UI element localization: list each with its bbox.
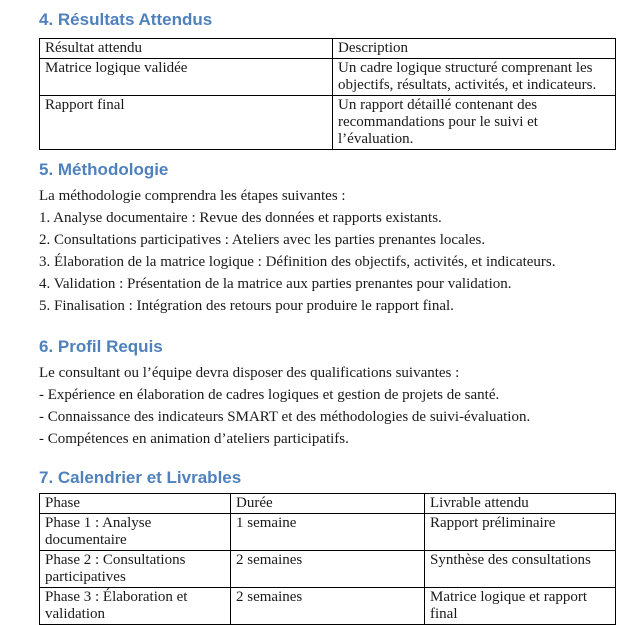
methodology-step: 3. Élaboration de la matrice logique : Définition des objectifs, activités, et indicateurs. bbox=[39, 254, 556, 270]
table-cell-phase: Phase 1 : Analyse documentaire bbox=[40, 514, 231, 551]
table-cell-phase: Phase 2 : Consultations participatives bbox=[40, 551, 231, 588]
calendar-table bbox=[39, 493, 616, 625]
methodology-step: 1. Analyse documentaire : Revue des données et rapports existants. bbox=[39, 210, 442, 226]
profile-item: - Connaissance des indicateurs SMART et des méthodologies de suivi-évaluation. bbox=[39, 409, 531, 425]
methodology-text bbox=[39, 185, 616, 317]
section-title-calendar: 7. Calendrier et Livrables bbox=[39, 468, 242, 487]
table-header-row bbox=[40, 39, 616, 59]
table-cell-livrable: Rapport préliminaire bbox=[425, 514, 616, 551]
profile-item: - Compétences en animation d’ateliers participatifs. bbox=[39, 431, 349, 447]
table-cell-livrable: Matrice logique et rapport final bbox=[425, 588, 616, 625]
profile-text bbox=[39, 362, 616, 450]
column-header-description: Description bbox=[333, 39, 616, 59]
table-cell-phase: Phase 3 : Élaboration et validation bbox=[40, 588, 231, 625]
table-row bbox=[40, 96, 616, 150]
column-header-phase: Phase bbox=[40, 494, 231, 514]
section-title-results: 4. Résultats Attendus bbox=[39, 10, 213, 29]
profile-item: - Expérience en élaboration de cadres logiques et gestion de projets de santé. bbox=[39, 387, 500, 403]
column-header-duree: Durée bbox=[231, 494, 425, 514]
table-cell-duree: 1 semaine bbox=[231, 514, 425, 551]
table-header-row bbox=[40, 494, 616, 514]
table-row bbox=[40, 588, 616, 625]
profile-intro: Le consultant ou l’équipe devra disposer des qualifications suivantes : bbox=[39, 365, 460, 381]
column-header-livrable: Livrable attendu bbox=[425, 494, 616, 514]
table-cell-duree: 2 semaines bbox=[231, 551, 425, 588]
methodology-step: 5. Finalisation : Intégration des retours pour produire le rapport final. bbox=[39, 298, 454, 314]
table-cell-description: Un rapport détaillé contenant des recommandations pour le suivi et l’évaluation. bbox=[333, 96, 616, 150]
table-cell-duree: 2 semaines bbox=[231, 588, 425, 625]
methodology-intro: La méthodologie comprendra les étapes suivantes : bbox=[39, 188, 346, 204]
section-title-profile: 6. Profil Requis bbox=[39, 337, 163, 356]
table-cell-livrable: Synthèse des consultations bbox=[425, 551, 616, 588]
table-cell-resultat: Matrice logique validée bbox=[40, 59, 333, 96]
table-row bbox=[40, 551, 616, 588]
methodology-step: 4. Validation : Présentation de la matrice aux parties prenantes pour validation. bbox=[39, 276, 512, 292]
table-row bbox=[40, 514, 616, 551]
results-table bbox=[39, 38, 616, 150]
section-title-methodology: 5. Méthodologie bbox=[39, 160, 169, 179]
table-row bbox=[40, 59, 616, 96]
table-cell-resultat: Rapport final bbox=[40, 96, 333, 150]
methodology-step: 2. Consultations participatives : Ateliers avec les parties prenantes locales. bbox=[39, 232, 486, 248]
column-header-resultat: Résultat attendu bbox=[40, 39, 333, 59]
table-cell-description: Un cadre logique structuré comprenant les objectifs, résultats, activités, et indicateurs. bbox=[333, 59, 616, 96]
